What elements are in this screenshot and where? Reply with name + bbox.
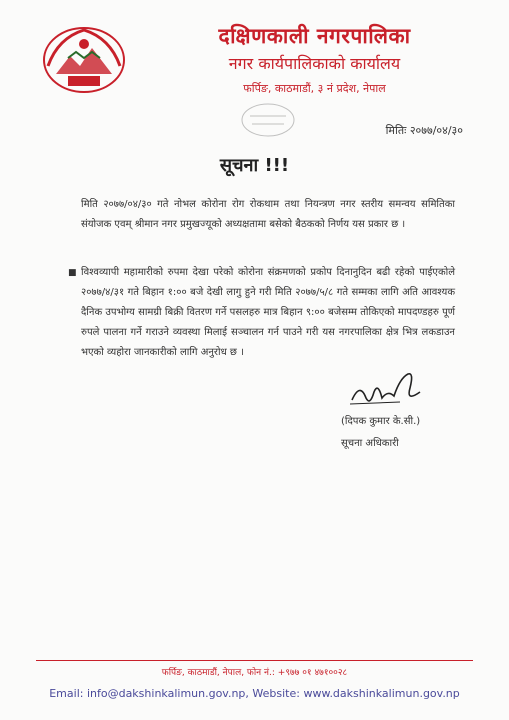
footer-web: Email: info@dakshinkalimun.gov.np, Website: www.dakshinkalimun.gov.np: [49, 687, 460, 700]
notice-heading: सूचना !!!: [219, 155, 290, 176]
footer-contact: फर्पिङ, काठमाडौं, नेपाल, फोन नं.: +९७७ ०१ ४७१००२८: [161, 668, 348, 678]
footer-divider: [36, 660, 473, 661]
signer-block: [341, 411, 420, 455]
signer-name: (दिपक कुमार के.सी.): [341, 416, 421, 427]
nepal-emblem-logo: [38, 18, 130, 96]
handwritten-signature: [350, 368, 425, 408]
bullet-marker: ■: [68, 268, 77, 278]
decision-paragraph: विश्वव्यापी महामारीको रुपमा देखा परेको कोरोना संक्रमणको प्रकोप दिनानुदिन बढी रहेको पाईएकोले २०७७/४/३१ गते बिहान १:०० बजे देखी लागु हुने गरी मिति २०७७/५/८ गते सम्मका लागि अति आवश्यक दैनिक उपभोग्य सामग्री बिक्री वितरण गर्ने पसलहरु मात्र बिहान ९:०० बजेसम्म तोकिएको मापदण्डहरु पूर्ण रुपले पालना गर्ने गराउने व्यवस्था मिलाई सञ्चालन गर्न पाउने गरी यस नगरपालिका क्षेत्र भित्र लकडाउन भएको व्यहोरा जानकारीको लागि अनुरोध छ ।: [81, 267, 455, 358]
office-name: नगर कार्यपालिकाको कार्यालय: [228, 54, 401, 73]
municipality-name: दक्षिणकाली नगरपालिका: [218, 24, 411, 48]
intro-paragraph: मिति २०७७/०४/३० गते नोभल कोरोना रोग रोकथाम तथा नियन्त्रण नगर स्तरीय समन्वय समितिका संयोजक एवम् श्रीमान नगर प्रमुखज्यूको अध्यक्षतामा बसेको बैठकको निर्णय यस प्रकार छ ।: [81, 199, 455, 230]
notice-date: मितिः २०७७/०४/३०: [385, 124, 463, 137]
office-address: फर्पिङ, काठमाडौं, ३ नं प्रदेश, नेपाल: [243, 82, 386, 95]
office-stamp: [238, 100, 298, 140]
signer-role: सूचना अधिकारी: [341, 438, 399, 449]
